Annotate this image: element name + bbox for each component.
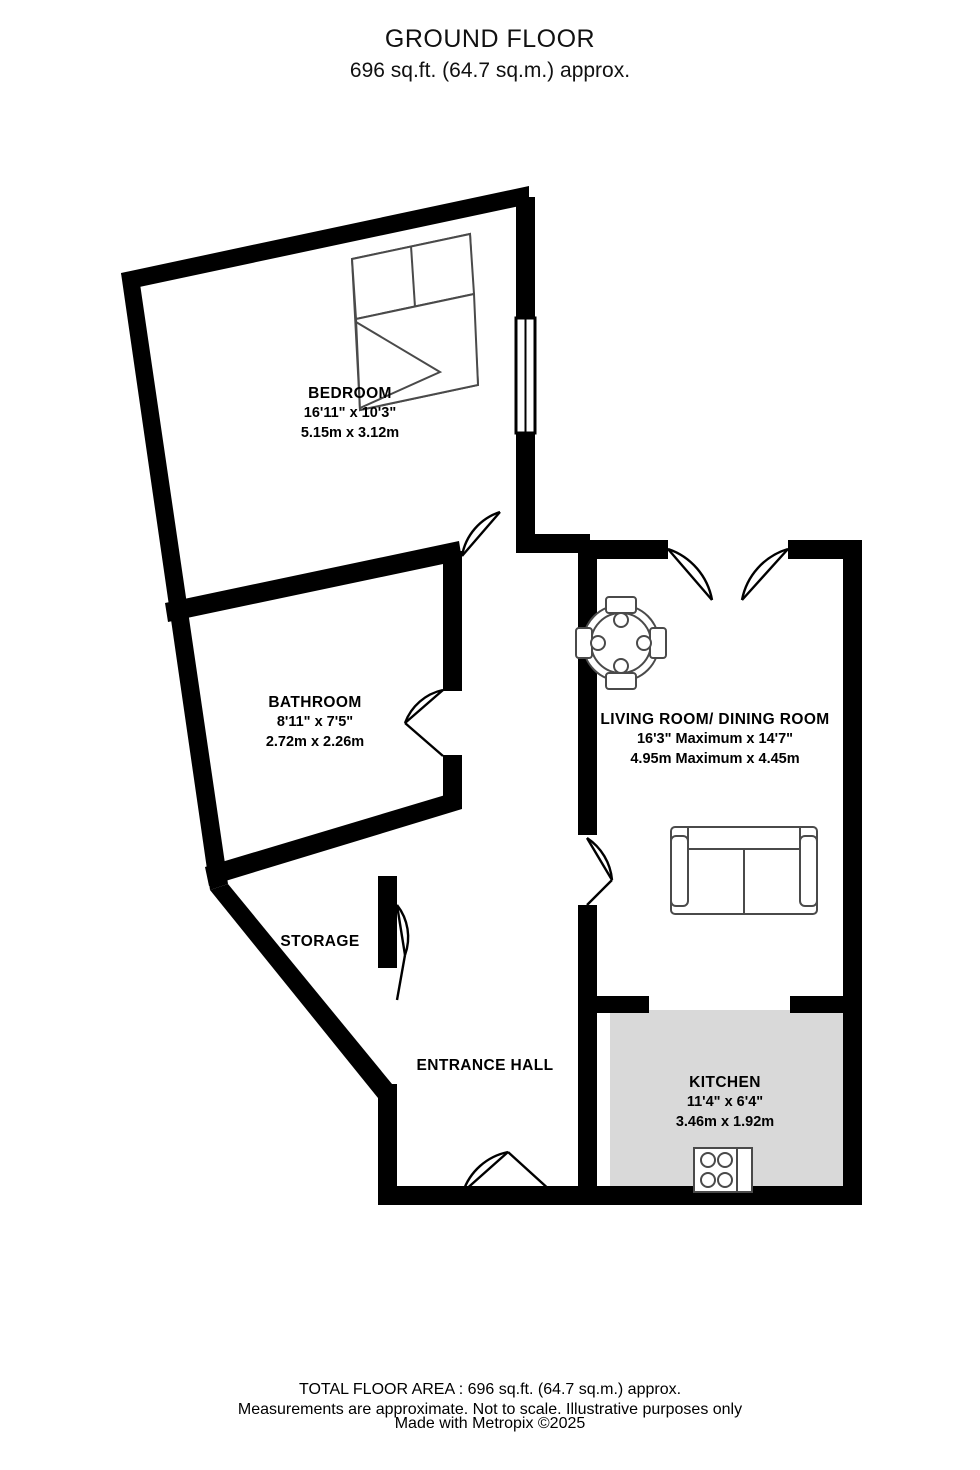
page-subtitle: 696 sq.ft. (64.7 sq.m.) approx. xyxy=(349,59,631,83)
disclaimer-text: Measurements are approximate. Not to scale. Illustrative purposes only xyxy=(237,1401,743,1418)
room-dim-imperial-living-dining: 16'3" Maximum x 14'7" xyxy=(636,731,794,748)
room-dim-metric-living-dining: 4.95m Maximum x 4.45m xyxy=(630,750,800,767)
room-dim-metric-bedroom: 5.15m x 3.12m xyxy=(300,424,400,441)
room-label-bedroom xyxy=(230,384,470,443)
room-label-kitchen xyxy=(610,1073,840,1132)
room-name-kitchen: KITCHEN xyxy=(689,1074,761,1091)
room-dim-imperial-kitchen: 11'4" x 6'4" xyxy=(686,1094,764,1111)
room-name-bathroom: BATHROOM xyxy=(268,694,362,711)
page-title: GROUND FLOOR xyxy=(384,25,596,53)
room-name-storage: STORAGE xyxy=(280,933,360,950)
room-dim-imperial-bathroom: 8'11" x 7'5" xyxy=(276,714,354,731)
room-label-entrance-hall xyxy=(360,1056,610,1076)
furniture-hob xyxy=(694,1148,752,1192)
room-dim-metric-kitchen: 3.46m x 1.92m xyxy=(675,1113,775,1130)
room-name-entrance-hall: ENTRANCE HALL xyxy=(416,1057,554,1074)
room-label-storage xyxy=(220,932,420,952)
room-label-living-dining xyxy=(570,710,860,769)
room-name-living-dining: LIVING ROOM/ DINING ROOM xyxy=(600,711,830,728)
furniture-sofa xyxy=(671,827,817,914)
window-bedroom xyxy=(516,318,535,433)
room-name-bedroom: BEDROOM xyxy=(308,385,392,402)
credit-text: Made with Metropix ©2025 xyxy=(394,1415,586,1432)
room-dim-imperial-bedroom: 16'11" x 10'3" xyxy=(303,405,397,422)
total-floor-area: TOTAL FLOOR AREA : 696 sq.ft. (64.7 sq.m.) approx. xyxy=(298,1381,682,1398)
room-dim-metric-bathroom: 2.72m x 2.26m xyxy=(265,733,365,750)
room-label-bathroom xyxy=(195,693,435,752)
